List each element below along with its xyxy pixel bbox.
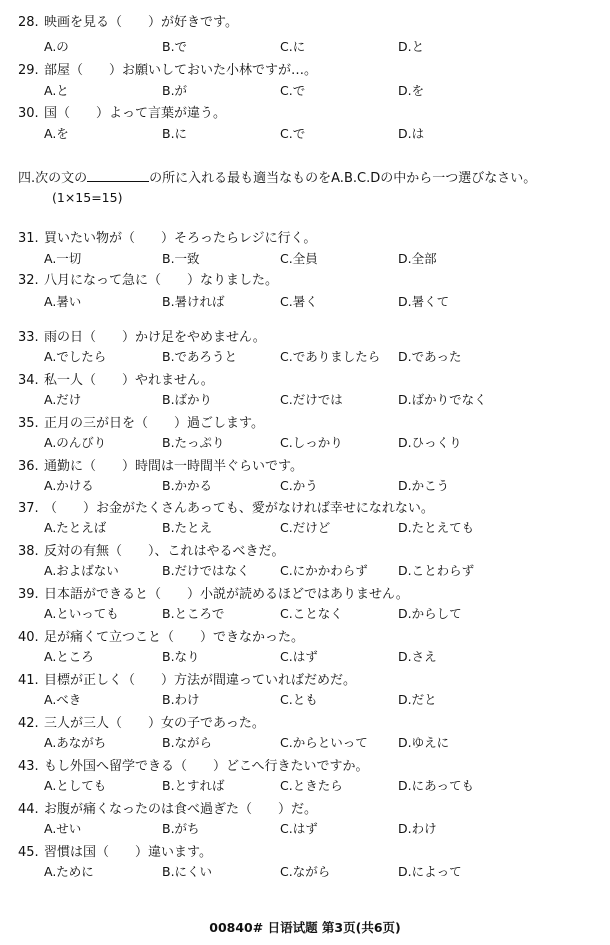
options-36 [44, 476, 604, 492]
option-a: A.たとえば [44, 520, 107, 535]
option-b: B.かかる [162, 478, 213, 493]
option-b: B.だけではなく [162, 563, 250, 578]
option-a: A.としても [44, 778, 107, 793]
question-text: 雨の日（ ）かけ足をやめません。 [44, 330, 266, 345]
option-a: A.暑い [44, 294, 82, 309]
option-c: C.はず [280, 649, 318, 664]
question-number: 32. [18, 273, 39, 288]
question-number: 45. [18, 845, 39, 860]
options-28 [44, 37, 604, 53]
option-d: D.を [398, 83, 425, 98]
question-40 [18, 626, 304, 645]
question-number: 38. [18, 544, 39, 559]
question-30 [18, 102, 226, 121]
option-d: D.たとえても [398, 520, 475, 535]
options-41 [44, 690, 604, 706]
option-d: D.であった [398, 349, 462, 364]
option-a: A.あながち [44, 735, 107, 750]
question-text: もし外国へ留学できる（ ）どこへ行きたいですか。 [44, 759, 369, 774]
option-b: B.であろうと [162, 349, 238, 364]
option-b: B.で [162, 39, 188, 54]
option-c: C.暑く [280, 294, 318, 309]
option-b: B.ところで [162, 606, 225, 621]
option-c: C.に [280, 39, 306, 54]
option-b: B.とすれば [162, 778, 225, 793]
option-a: A.でしたら [44, 349, 107, 364]
options-44 [44, 819, 604, 835]
question-text: 八月になって急に（ ）なりました。 [44, 273, 279, 288]
option-c: C.だけでは [280, 392, 343, 407]
question-number: 43. [18, 759, 39, 774]
question-number: 36. [18, 459, 39, 474]
option-c: C.ながら [280, 864, 331, 879]
options-31 [44, 249, 604, 265]
option-d: D.と [398, 39, 425, 54]
option-a: A.といっても [44, 606, 119, 621]
option-a: A.ところ [44, 649, 94, 664]
section-title-end: の所に入れる最も適当なものをA.B.C.Dの中から一つ選びなさい。 [149, 171, 537, 186]
option-c: C.で [280, 83, 306, 98]
option-d: D.暑くて [398, 294, 450, 309]
option-c: C.ときたら [280, 778, 343, 793]
option-b: B.わけ [162, 692, 200, 707]
options-42 [44, 733, 604, 749]
question-number: 29. [18, 63, 39, 78]
question-38 [18, 540, 285, 559]
options-38 [44, 561, 604, 577]
question-text: 三人が三人（ ）女の子であった。 [44, 716, 265, 731]
option-d: D.によって [398, 864, 462, 879]
question-text: 国（ ）よって言葉が違う。 [44, 106, 227, 121]
option-c: C.全員 [280, 251, 318, 266]
options-33 [44, 347, 604, 363]
section-scoring: (1×15=15) [52, 190, 123, 205]
question-number: 34. [18, 373, 39, 388]
option-a: A.せい [44, 821, 82, 836]
question-text: 反対の有無（ ）、これはやるべきだ。 [44, 544, 285, 559]
option-a: A.ために [44, 864, 94, 879]
option-d: D.わけ [398, 821, 437, 836]
option-b: B.ばかり [162, 392, 213, 407]
question-34 [18, 369, 214, 388]
question-number: 31. [18, 231, 39, 246]
question-36 [18, 455, 303, 474]
option-c: C.にかかわらず [280, 563, 368, 578]
question-number: 40. [18, 630, 39, 645]
section-heading [18, 167, 536, 186]
option-b: B.たとえ [162, 520, 213, 535]
question-number: 35. [18, 416, 39, 431]
question-31 [18, 227, 316, 246]
options-43 [44, 776, 604, 792]
option-c: C.ことなく [280, 606, 343, 621]
options-29 [44, 81, 604, 97]
option-a: A.を [44, 126, 69, 141]
option-c: C.かう [280, 478, 318, 493]
option-d: D.は [398, 126, 425, 141]
option-a: A.だけ [44, 392, 82, 407]
option-a: A.かける [44, 478, 94, 493]
option-b: B.なり [162, 649, 200, 664]
question-text: 部屋（ ）お願いしておいた小林ですが…。 [44, 63, 318, 78]
question-43 [18, 755, 368, 774]
option-a: A.およばない [44, 563, 119, 578]
options-37 [44, 518, 604, 534]
options-30 [44, 124, 604, 140]
section-title-start: 四.次の文の [18, 171, 88, 186]
option-b: B.ながら [162, 735, 213, 750]
question-text: 習慣は国（ ）違います。 [44, 845, 212, 860]
question-number: 41. [18, 673, 39, 688]
option-c: C.で [280, 126, 306, 141]
option-d: D.ばかりでなく [398, 392, 487, 407]
question-37 [18, 497, 434, 516]
option-d: D.全部 [398, 251, 437, 266]
question-text: 映画を見る（ ）が好きです。 [44, 15, 238, 30]
question-number: 42. [18, 716, 39, 731]
question-text: （ ）お金がたくさんあっても、愛がなければ幸せになれない。 [44, 501, 434, 516]
option-d: D.さえ [398, 649, 437, 664]
options-32 [44, 292, 604, 308]
option-d: D.ゆえに [398, 735, 450, 750]
option-c: C.しっかり [280, 435, 343, 450]
option-c: C.からといって [280, 735, 368, 750]
option-b: B.に [162, 126, 188, 141]
options-40 [44, 647, 604, 663]
option-a: A.のんびり [44, 435, 107, 450]
question-42 [18, 712, 265, 731]
option-a: A.の [44, 39, 69, 54]
option-d: D.だと [398, 692, 437, 707]
option-a: A.と [44, 83, 69, 98]
question-number: 44. [18, 802, 39, 817]
option-d: D.からして [398, 606, 462, 621]
question-32 [18, 269, 278, 288]
question-44 [18, 798, 317, 817]
question-number: 30. [18, 106, 39, 121]
option-d: D.ひっくり [398, 435, 462, 450]
option-b: B.が [162, 83, 188, 98]
option-d: D.かこう [398, 478, 450, 493]
question-text: 通勤に（ ）時間は一時間半ぐらいです。 [44, 459, 303, 474]
question-number: 37. [18, 501, 39, 516]
question-45 [18, 841, 212, 860]
question-number: 39. [18, 587, 39, 602]
question-33 [18, 326, 266, 345]
question-41 [18, 669, 356, 688]
question-text: 買いたい物が（ ）そろったらレジに行く。 [44, 231, 317, 246]
option-a: A.一切 [44, 251, 82, 266]
question-text: 正月の三が日を（ ）過ごします。 [44, 416, 264, 431]
option-c: C.でありましたら [280, 349, 381, 364]
question-number: 33. [18, 330, 39, 345]
option-b: B.一致 [162, 251, 200, 266]
options-35 [44, 433, 604, 449]
option-c: C.はず [280, 821, 318, 836]
options-45 [44, 862, 604, 878]
blank-line [87, 169, 149, 182]
question-35 [18, 412, 264, 431]
option-b: B.がち [162, 821, 200, 836]
options-34 [44, 390, 604, 406]
question-text: 足が痛くて立つこと（ ）できなかった。 [44, 630, 305, 645]
question-28 [18, 11, 238, 30]
option-d: D.ことわらず [398, 563, 475, 578]
question-text: お腹が痛くなったのは食べ過ぎた（ ）だ。 [44, 802, 318, 817]
option-c: C.とも [280, 692, 318, 707]
page-footer: 00840# 日语试题 第3页(共6页) [209, 920, 401, 935]
question-29 [18, 59, 317, 78]
option-b: B.たっぷり [162, 435, 225, 450]
option-b: B.にくい [162, 864, 213, 879]
option-d: D.にあっても [398, 778, 474, 793]
question-39 [18, 583, 409, 602]
option-c: C.だけど [280, 520, 331, 535]
question-number: 28. [18, 15, 39, 30]
options-39 [44, 604, 604, 620]
question-text: 目標が正しく（ ）方法が間違っていればだめだ。 [44, 673, 357, 688]
option-a: A.べき [44, 692, 82, 707]
question-text: 私一人（ ）やれません。 [44, 373, 214, 388]
option-b: B.暑ければ [162, 294, 225, 309]
question-text: 日本語ができると（ ）小説が読めるほどではありません。 [44, 587, 409, 602]
